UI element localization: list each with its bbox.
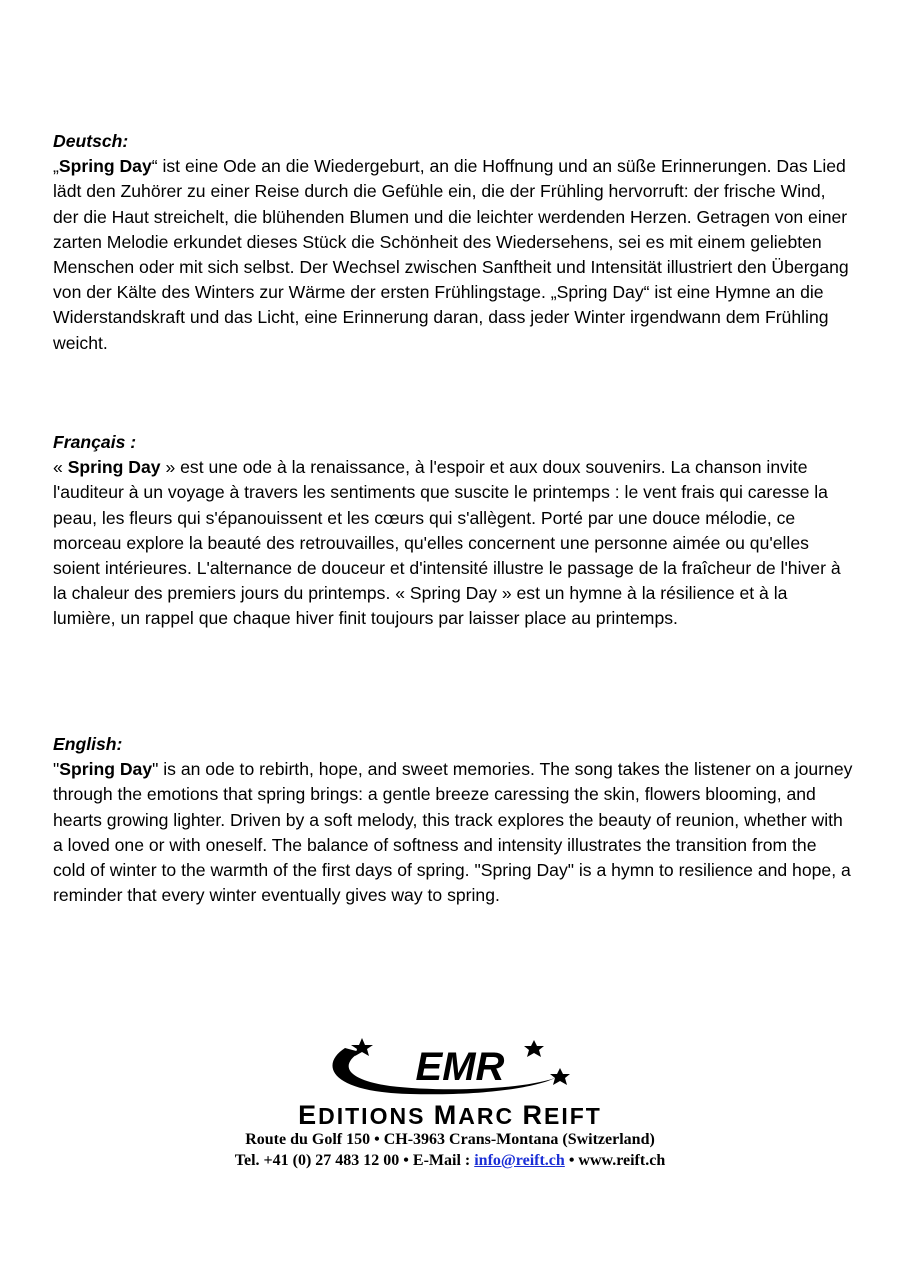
paragraph-text: “ ist eine Ode an die Wiedergeburt, an die Hoffnung und an süße Erinnerungen. Das Lied lädt den Zuhörer zu einer Reise durch die Gefühle ein, die der Frühling hervorruft: der frische Wind, der die Haut streichelt, die blühenden Blumen und die leichter werdenden Herzen. Getragen von einer zarten Melodie erkundet dieses Stück die Schönheit des Wiedersehens, sei es mit einem geliebten Menschen oder mit sich selbst. Der Wechsel zwischen Sanftheit und Intensität illustriert den Übergang von der Kälte des Winters zur Wärme der ersten Frühlingstage. „Spring Day“ ist eine Hymne an die Widerstandskraft und das Licht, eine Erinnerung daran, dass jeder Winter irgendwann dem Frühling weicht. bbox=[53, 156, 849, 353]
section-deutsch bbox=[53, 129, 853, 356]
quote-open: " bbox=[53, 759, 60, 780]
email-link[interactable]: info@reift.ch bbox=[474, 1152, 565, 1169]
quote-open: „ bbox=[53, 156, 59, 177]
section-paragraph bbox=[53, 757, 853, 908]
emr-logo bbox=[320, 1036, 580, 1102]
section-francais bbox=[53, 430, 853, 632]
song-title: Spring Day bbox=[67, 457, 161, 478]
publisher-address: Route du Golf 150 • CH-3963 Crans-Montana (Switzerland) bbox=[245, 1131, 655, 1148]
logo-text: EMR bbox=[415, 1045, 505, 1089]
paragraph-text: " is an ode to rebirth, hope, and sweet memories. The song takes the listener on a journey through the emotions that spring brings: a gentle breeze caressing the skin, flowers blooming, and hearts growing lighter. Driven by a soft melody, this track explores the beauty of reunion, whether with a loved one or with oneself. The balance of softness and intensity illustrates the transition from the cold of winter to the warmth of the first days of spring. "Spring Day" is a hymn to resilience and hope, a reminder that every winter eventually gives way to spring. bbox=[53, 759, 853, 906]
section-paragraph bbox=[53, 154, 853, 356]
publisher-name: EDITIONS MARC REIFT bbox=[298, 1100, 602, 1130]
section-english bbox=[53, 732, 853, 908]
section-heading: English: bbox=[53, 734, 123, 754]
quote-open: « bbox=[53, 457, 68, 478]
section-heading: Deutsch: bbox=[53, 131, 129, 151]
paragraph-text: » est une ode à la renaissance, à l'espoir et aux doux souvenirs. La chanson invite l'auditeur à un voyage à travers les sentiments que suscite le printemps : le vent frais qui caresse la peau, les fleurs qui s'épanouissent et les cœurs qui s'allègent. Porté par une douce mélodie, ce morceau explore la beauté des retrouvailles, qu'elles concernent une personne aimée ou qu'elles soient intérieures. L'alternance de douceur et d'intensité illustre le passage de la fraîcheur de l'hiver à la chaleur des premiers jours du printemps. « Spring Day » est un hymne à la résilience et à la lumière, un rappel que chaque hiver finit toujours par laisser place au printemps. bbox=[53, 457, 841, 629]
section-heading: Français : bbox=[53, 432, 137, 452]
publisher-footer bbox=[200, 1036, 700, 1171]
song-title: Spring Day bbox=[58, 156, 152, 177]
song-title: Spring Day bbox=[59, 759, 153, 780]
publisher-contact: Tel. +41 (0) 27 483 12 00 • E-Mail : info@reift.ch • www.reift.ch bbox=[234, 1152, 666, 1169]
section-paragraph bbox=[53, 455, 853, 631]
